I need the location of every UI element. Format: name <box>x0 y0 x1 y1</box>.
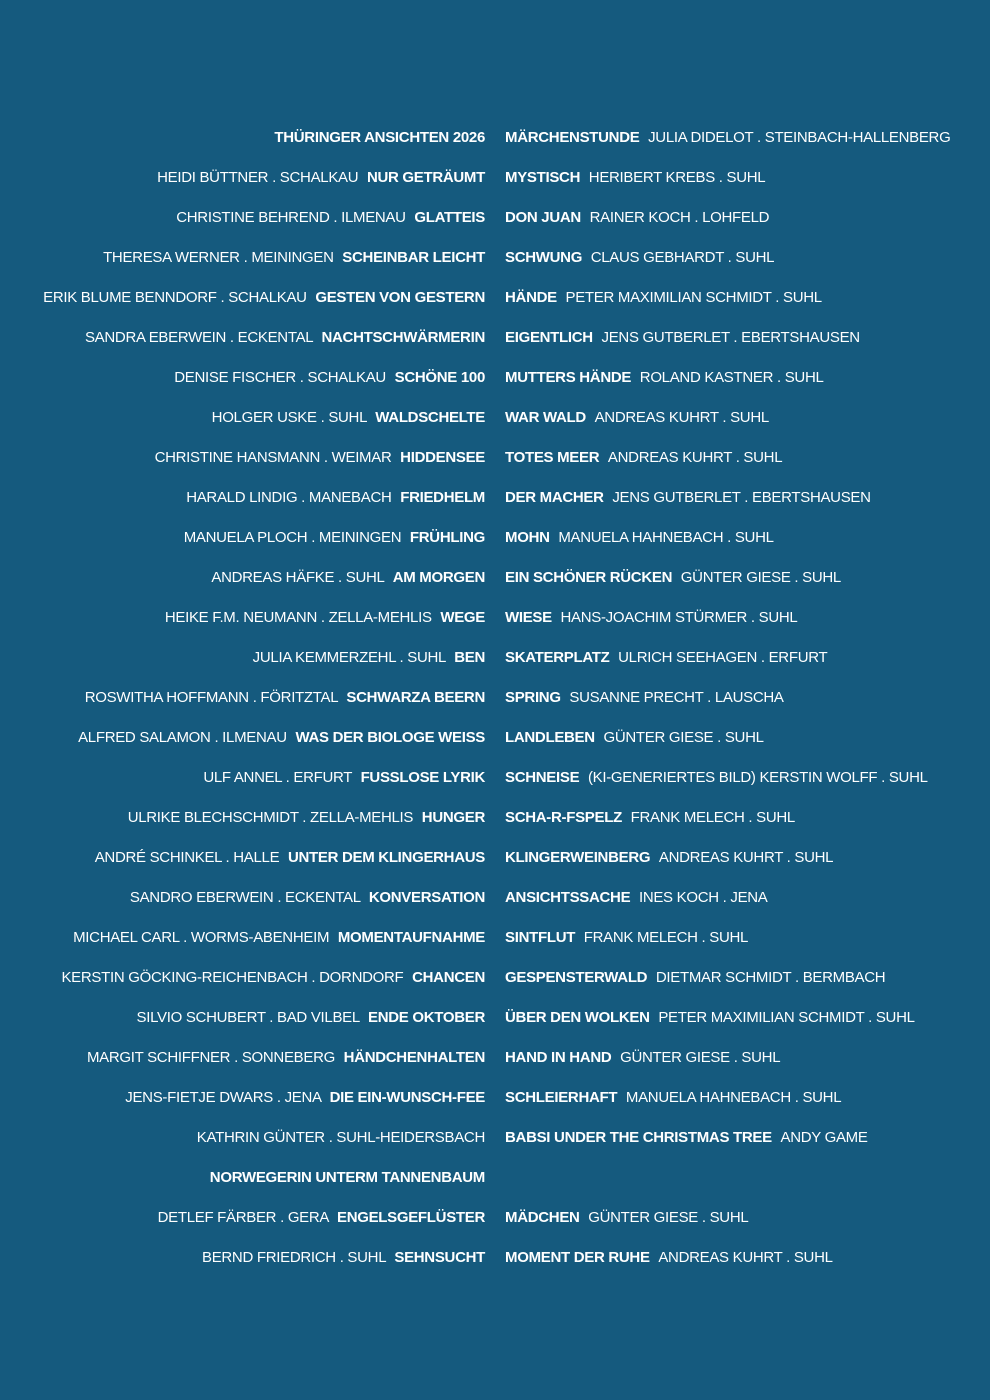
entry-right <box>505 598 990 638</box>
entry-left <box>0 1038 485 1078</box>
list-item <box>0 958 990 998</box>
entry-left <box>0 1198 485 1238</box>
entry-left <box>0 1118 485 1158</box>
entry-left <box>0 1078 485 1118</box>
work-title: SKATERPLATZ <box>505 649 610 666</box>
entry-right <box>505 398 990 438</box>
entry-right <box>505 918 990 958</box>
author-and-place: ULF ANNEL . ERFURT <box>203 769 352 786</box>
list-item <box>0 198 990 238</box>
entry-left <box>0 118 485 158</box>
entry-left <box>0 278 485 318</box>
author-and-place: SANDRO EBERWEIN . ECKENTAL <box>129 889 361 906</box>
work-title: MÄRCHENSTUNDE <box>505 129 640 146</box>
list-item <box>0 878 990 918</box>
author-and-place: SANDRA EBERWEIN . ECKENTAL <box>84 329 313 346</box>
work-title: ENDE OKTOBER <box>368 1009 485 1026</box>
work-title: UNTER DEM KLINGERHAUS <box>287 849 485 866</box>
author-and-place: GÜNTER GIESE . SUHL <box>588 1209 749 1226</box>
author-and-place: GÜNTER GIESE . SUHL <box>603 729 764 746</box>
author-and-place: HANS-JOACHIM STÜRMER . SUHL <box>560 609 798 626</box>
author-and-place: CLAUS GEBHARDT . SUHL <box>590 249 775 266</box>
work-title: NACHTSCHWÄRMERIN <box>321 329 485 346</box>
author-and-place: HOLGER USKE . SUHL <box>211 409 367 426</box>
entry-right <box>505 318 990 358</box>
work-title: WIESE <box>505 609 552 626</box>
entry-right <box>505 558 990 598</box>
author-and-place: THERESA WERNER . MEININGEN <box>103 249 334 266</box>
author-and-place: MICHAEL CARL . WORMS-ABENHEIM <box>73 929 330 946</box>
entry-left <box>0 558 485 598</box>
list-item <box>0 438 990 478</box>
entry-right <box>505 198 990 238</box>
author-and-place: DIETMAR SCHMIDT . BERMBACH <box>655 969 886 986</box>
author-and-place: GÜNTER GIESE . SUHL <box>620 1049 781 1066</box>
author-and-place: KERSTIN GÖCKING-REICHENBACH . DORNDORF <box>61 969 404 986</box>
work-title: SCHWUNG <box>505 249 583 266</box>
work-title: WALDSCHELTE <box>375 409 485 426</box>
author-and-place: DENISE FISCHER . SCHALKAU <box>174 369 386 386</box>
author-and-place: (KI-GENERIERTES BILD) KERSTIN WOLFF . SUHL <box>587 769 928 786</box>
author-and-place: JENS GUTBERLET . EBERTSHAUSEN <box>601 329 860 346</box>
author-and-place: ROLAND KASTNER . SUHL <box>639 369 824 386</box>
entry-right <box>505 758 990 798</box>
list-item <box>0 638 990 678</box>
work-title: SCHA-R-FSPELZ <box>505 809 622 826</box>
work-title: SCHWARZA BEERN <box>346 689 485 706</box>
work-title: KONVERSATION <box>368 889 485 906</box>
author-and-place: ANDREAS HÄFKE . SUHL <box>211 569 385 586</box>
entry-right <box>505 278 990 318</box>
entry-right <box>505 438 990 478</box>
list-item <box>0 798 990 838</box>
entry-left <box>0 958 485 998</box>
work-title: SCHLEIERHAFT <box>505 1089 618 1106</box>
author-and-place: ANDY GAME <box>780 1129 868 1146</box>
list-item <box>0 278 990 318</box>
author-and-place: ERIK BLUME BENNDORF . SCHALKAU <box>43 289 307 306</box>
list-item <box>0 678 990 718</box>
work-title: DER MACHER <box>505 489 604 506</box>
work-title: MOMENT DER RUHE <box>505 1249 650 1266</box>
author-and-place: ULRIKE BLECHSCHMIDT . ZELLA-MEHLIS <box>127 809 414 826</box>
work-title: GLATTEIS <box>414 209 485 226</box>
entry-right <box>505 878 990 918</box>
author-and-place: MANUELA HAHNEBACH . SUHL <box>625 1089 842 1106</box>
work-title: ÜBER DEN WOLKEN <box>505 1009 650 1026</box>
work-title: MUTTERS HÄNDE <box>505 369 632 386</box>
author-and-place: ANDREAS KUHRT . SUHL <box>658 1249 833 1266</box>
entry-right <box>505 1198 990 1238</box>
author-and-place: JENS GUTBERLET . EBERTSHAUSEN <box>612 489 871 506</box>
author-and-place: JULIA DIDELOT . STEINBACH-HALLENBERG <box>648 129 951 146</box>
list-item <box>0 598 990 638</box>
work-title: NORWEGERIN UNTERM TANNENBAUM <box>209 1169 485 1186</box>
entry-left <box>0 438 485 478</box>
entry-left <box>0 318 485 358</box>
entry-left <box>0 758 485 798</box>
author-and-place: BERND FRIEDRICH . SUHL <box>201 1249 386 1266</box>
work-title: GESPENSTERWALD <box>505 969 648 986</box>
list-item <box>0 118 990 158</box>
work-title: EIN SCHÖNER RÜCKEN <box>505 569 673 586</box>
entry-right <box>505 1038 990 1078</box>
work-title: NUR GETRÄUMT <box>366 169 485 186</box>
author-and-place: PETER MAXIMILIAN SCHMIDT . SUHL <box>565 289 822 306</box>
entry-right <box>505 518 990 558</box>
list-item <box>0 478 990 518</box>
entry-right <box>505 238 990 278</box>
list-item <box>0 1198 990 1238</box>
entry-right <box>505 478 990 518</box>
entry-right <box>505 158 990 198</box>
entry-left <box>0 838 485 878</box>
list-item <box>0 518 990 558</box>
entry-left <box>0 398 485 438</box>
work-title: DIE EIN-WUNSCH-FEE <box>329 1089 485 1106</box>
work-title: TOTES MEER <box>505 449 600 466</box>
work-title: CHANCEN <box>412 969 485 986</box>
work-title: HAND IN HAND <box>505 1049 612 1066</box>
author-and-place: SILVIO SCHUBERT . BAD VILBEL <box>136 1009 360 1026</box>
work-title: LANDLEBEN <box>505 729 595 746</box>
work-title: HÄNDCHENHALTEN <box>343 1049 485 1066</box>
author-and-place: ANDRÉ SCHINKEL . HALLE <box>94 849 280 866</box>
entry-right <box>505 998 990 1038</box>
list-item <box>0 558 990 598</box>
work-title: BABSI UNDER THE CHRISTMAS TREE <box>505 1129 772 1146</box>
entry-left <box>0 798 485 838</box>
entry-left <box>0 678 485 718</box>
entry-left <box>0 198 485 238</box>
author-and-place: HEIDI BÜTTNER . SCHALKAU <box>157 169 359 186</box>
list-item <box>0 838 990 878</box>
author-and-place: RAINER KOCH . LOHFELD <box>589 209 770 226</box>
author-and-place: FRANK MELECH . SUHL <box>583 929 749 946</box>
entry-left <box>0 598 485 638</box>
entry-left <box>0 918 485 958</box>
author-and-place: ANDREAS KUHRT . SUHL <box>594 409 769 426</box>
entry-left <box>0 518 485 558</box>
work-title: WEGE <box>440 609 485 626</box>
work-title: AM MORGEN <box>392 569 485 586</box>
author-and-place: SUSANNE PRECHT . LAUSCHA <box>569 689 784 706</box>
author-and-place: MANUELA PLOCH . MEININGEN <box>183 529 402 546</box>
list-item <box>0 918 990 958</box>
list-item <box>0 1158 990 1198</box>
author-and-place: MARGIT SCHIFFNER . SONNEBERG <box>86 1049 335 1066</box>
work-title: MYSTISCH <box>505 169 581 186</box>
work-title: FRÜHLING <box>409 529 485 546</box>
author-and-place: ROSWITHA HOFFMANN . FÖRITZTAL <box>84 689 338 706</box>
work-title: FRIEDHELM <box>400 489 485 506</box>
list-item <box>0 318 990 358</box>
entry-right <box>505 678 990 718</box>
list-item <box>0 358 990 398</box>
entry-right <box>505 838 990 878</box>
entry-right <box>505 798 990 838</box>
author-and-place: ANDREAS KUHRT . SUHL <box>607 449 783 466</box>
list-item <box>0 758 990 798</box>
work-title: HUNGER <box>421 809 485 826</box>
author-and-place: FRANK MELECH . SUHL <box>630 809 795 826</box>
author-and-place: HERIBERT KREBS . SUHL <box>588 169 766 186</box>
entry-right <box>505 1238 990 1278</box>
author-and-place: JENS-FIETJE DWARS . JENA <box>125 1089 321 1106</box>
work-title: HÄNDE <box>505 289 557 306</box>
author-and-place: PETER MAXIMILIAN SCHMIDT . SUHL <box>658 1009 915 1026</box>
entry-left <box>0 158 485 198</box>
list-item <box>0 158 990 198</box>
list-item <box>0 998 990 1038</box>
author-and-place: ANDREAS KUHRT . SUHL <box>658 849 834 866</box>
work-title: MOMENTAUFNAHME <box>337 929 485 946</box>
entry-left <box>0 1158 485 1198</box>
list-item <box>0 718 990 758</box>
work-title: SEHNSUCHT <box>394 1249 485 1266</box>
author-and-place: JULIA KEMMERZEHL . SUHL <box>252 649 446 666</box>
list-item <box>0 1078 990 1118</box>
work-title: EIGENTLICH <box>505 329 593 346</box>
work-title: BEN <box>454 649 485 666</box>
entry-right <box>505 638 990 678</box>
entry-left <box>0 998 485 1038</box>
author-and-place: ULRICH SEEHAGEN . ERFURT <box>618 649 828 666</box>
entry-right <box>505 358 990 398</box>
list-item <box>0 1038 990 1078</box>
work-title: SCHEINBAR LEICHT <box>342 249 485 266</box>
entry-right <box>505 1078 990 1118</box>
work-title: SCHNEISE <box>505 769 580 786</box>
work-title: MÄDCHEN <box>505 1209 580 1226</box>
author-and-place: CHRISTINE BEHREND . ILMENAU <box>176 209 406 226</box>
entry-right <box>505 958 990 998</box>
author-and-place: HARALD LINDIG . MANEBACH <box>186 489 392 506</box>
author-and-place: CHRISTINE HANSMANN . WEIMAR <box>154 449 392 466</box>
work-title: ANSICHTSSACHE <box>505 889 631 906</box>
entry-left <box>0 638 485 678</box>
author-and-place: GÜNTER GIESE . SUHL <box>680 569 841 586</box>
list-item <box>0 1238 990 1278</box>
entry-right <box>505 718 990 758</box>
entry-left <box>0 358 485 398</box>
entry-left <box>0 238 485 278</box>
list-item <box>0 398 990 438</box>
author-and-place: INES KOCH . JENA <box>638 889 768 906</box>
list-item <box>0 238 990 278</box>
work-title: SINTFLUT <box>505 929 576 946</box>
author-and-place: HEIKE F.M. NEUMANN . ZELLA-MEHLIS <box>164 609 432 626</box>
work-title: THÜRINGER ANSICHTEN 2026 <box>274 129 485 146</box>
work-title: HIDDENSEE <box>400 449 485 466</box>
work-title: GESTEN VON GESTERN <box>315 289 485 306</box>
work-title: WAR WALD <box>505 409 586 426</box>
work-title: ENGELSGEFLÜSTER <box>336 1209 485 1226</box>
author-and-place: ALFRED SALAMON . ILMENAU <box>78 729 287 746</box>
entry-right <box>505 118 990 158</box>
entry-right <box>505 1118 990 1158</box>
list-item <box>0 1118 990 1158</box>
work-title: FUSSLOSE LYRIK <box>360 769 485 786</box>
work-title: MOHN <box>505 529 550 546</box>
entry-left <box>0 1238 485 1278</box>
work-title: DON JUAN <box>505 209 581 226</box>
work-title: SCHÖNE 100 <box>394 369 485 386</box>
work-title: SPRING <box>505 689 561 706</box>
entry-left <box>0 718 485 758</box>
work-title: KLINGERWEINBERG <box>505 849 651 866</box>
author-and-place: KATHRIN GÜNTER . SUHL-HEIDERSBACH <box>196 1129 485 1146</box>
work-title: WAS DER BIOLOGE WEISS <box>295 729 485 746</box>
author-and-place: DETLEF FÄRBER . GERA <box>157 1209 329 1226</box>
entry-left <box>0 478 485 518</box>
author-and-place: MANUELA HAHNEBACH . SUHL <box>558 529 774 546</box>
entry-left <box>0 878 485 918</box>
entry-right <box>505 1158 990 1198</box>
